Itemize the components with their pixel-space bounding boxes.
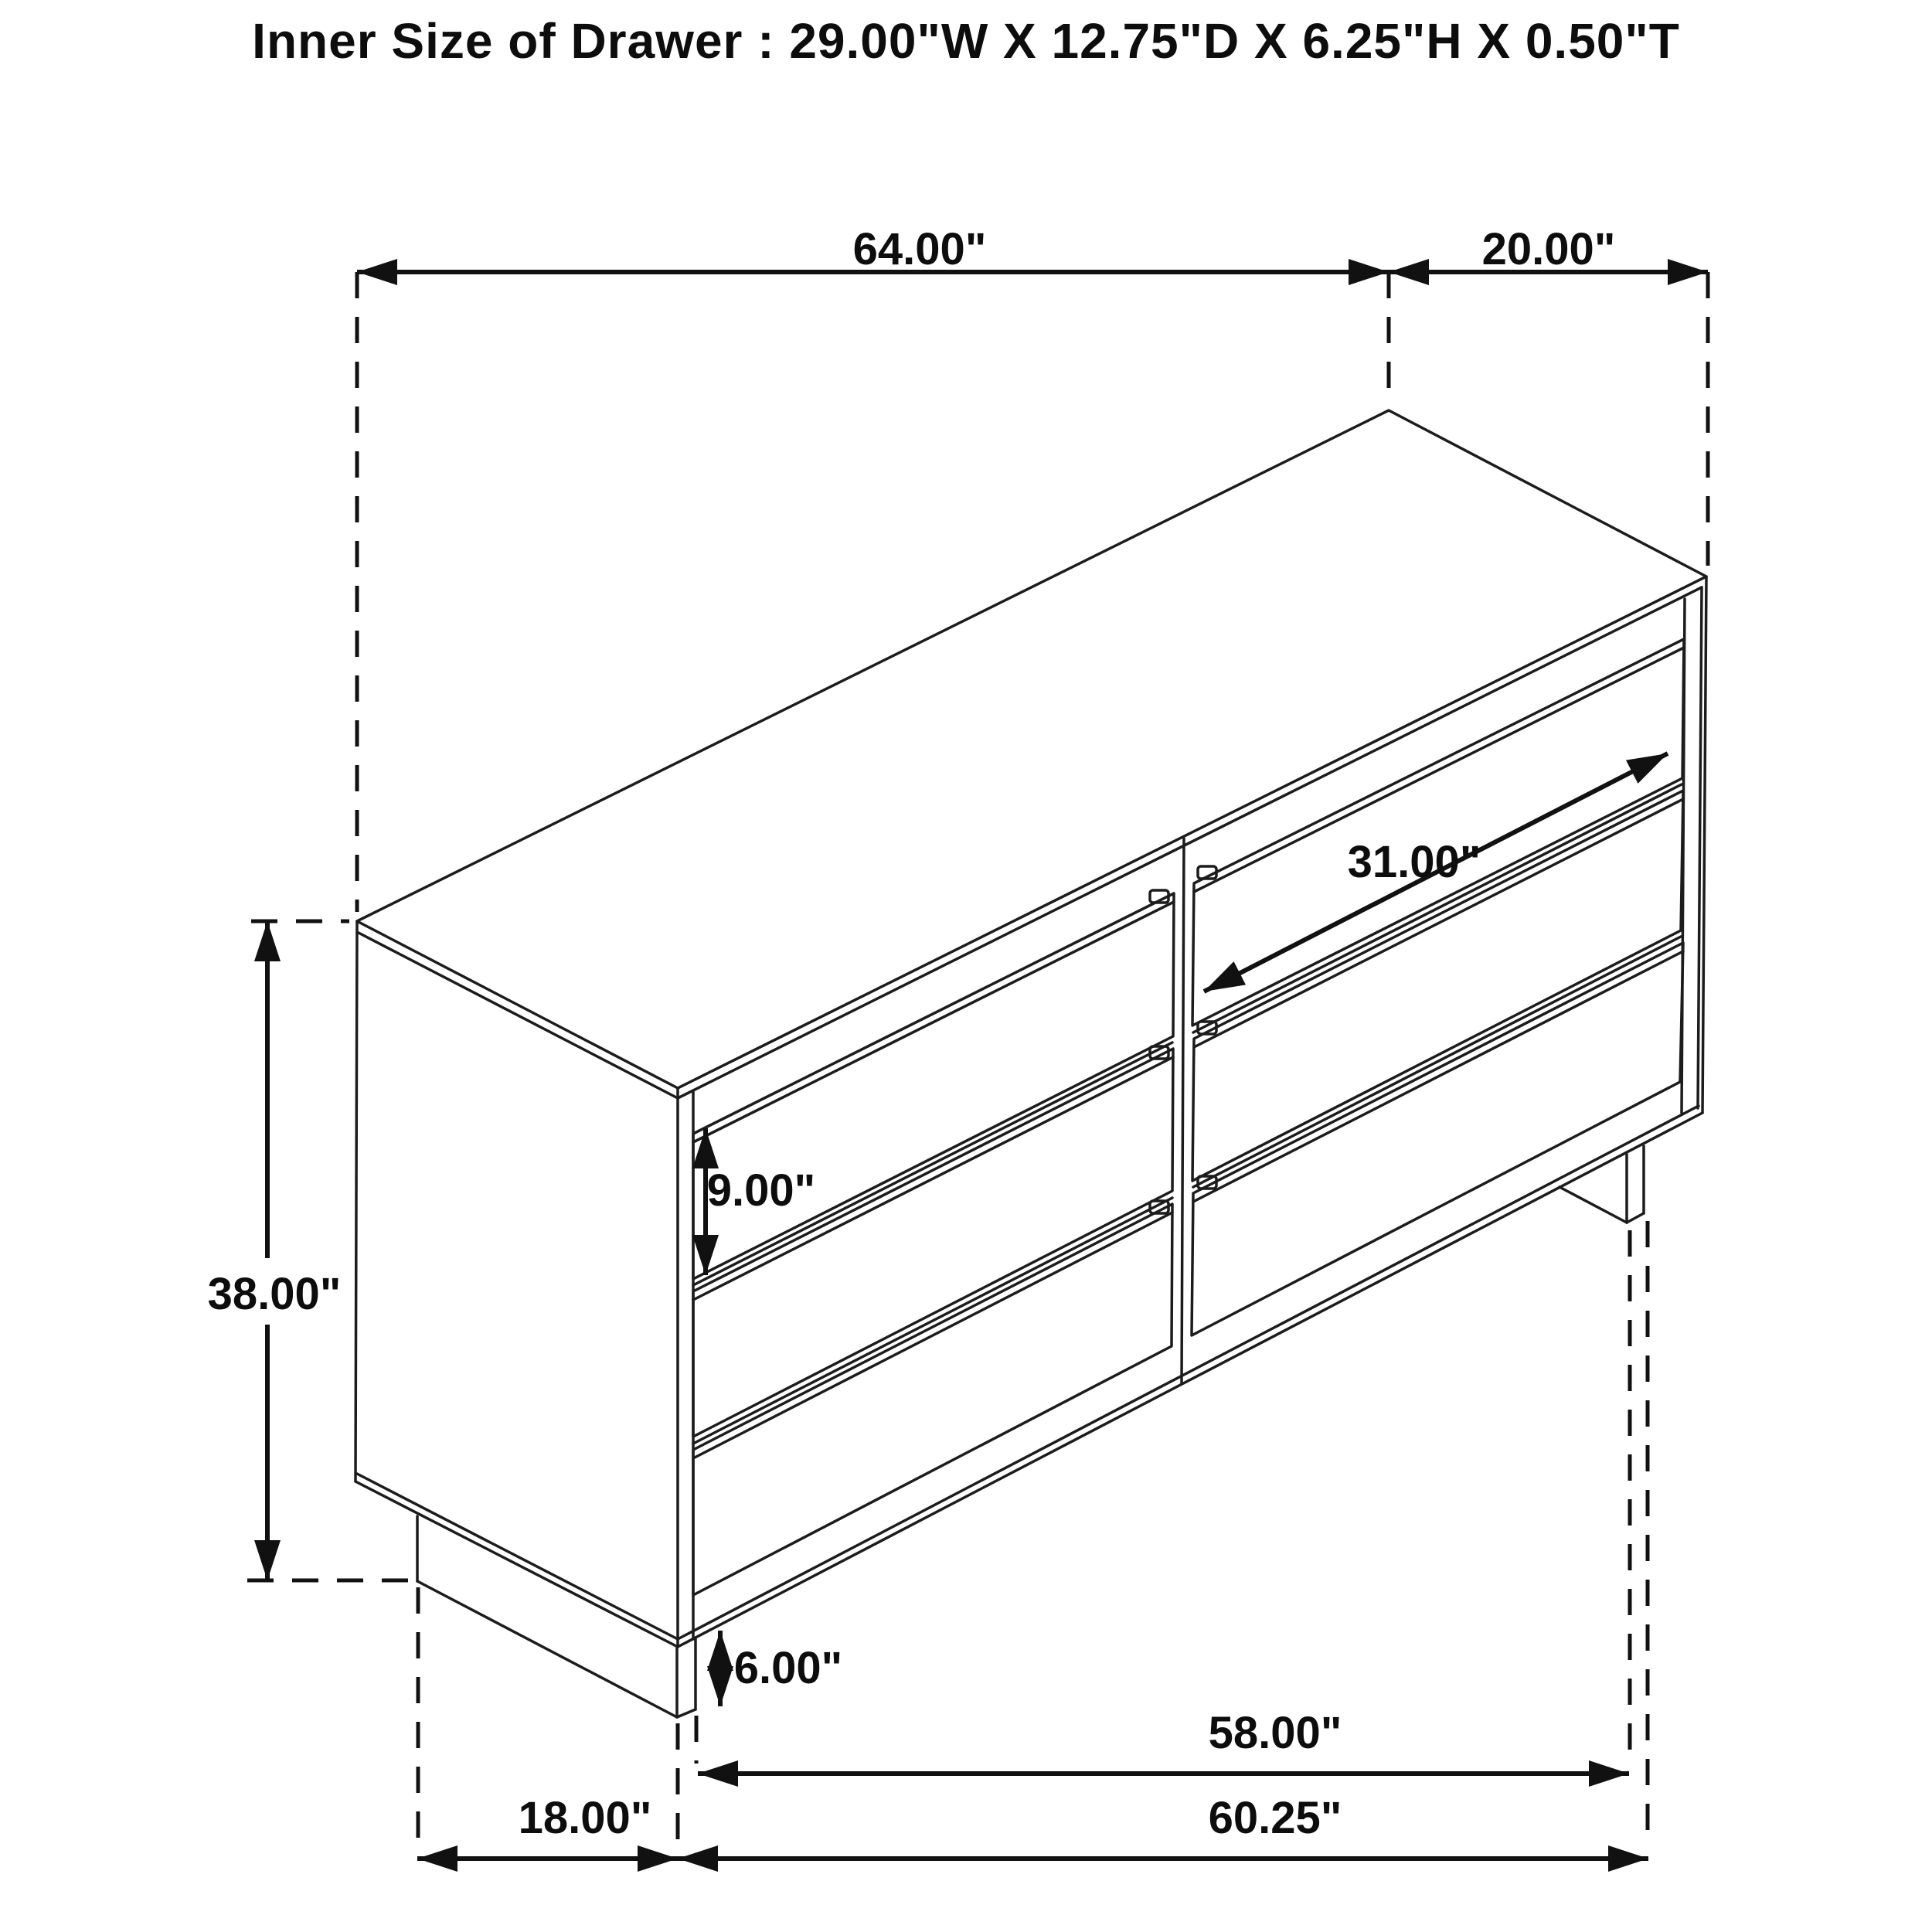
dimension-label: 38.00" — [207, 1269, 342, 1319]
dimension-label: 20.00" — [1481, 224, 1616, 274]
cabinet-edge — [355, 921, 357, 1481]
dimension-label: 9.00" — [706, 1165, 816, 1216]
cabinet-edge — [677, 1709, 696, 1717]
dimension-arrowhead — [1608, 1845, 1648, 1872]
dimension-label: 31.00" — [1347, 837, 1481, 887]
cabinet-edge — [693, 902, 1174, 1142]
cabinet-edge — [357, 932, 678, 1098]
dimension-arrowhead — [417, 1845, 457, 1872]
cabinet-edge — [357, 410, 1706, 1088]
dimension-label: 64.00" — [852, 224, 987, 274]
cabinet-edge — [693, 1198, 1172, 1444]
dimension-label: 58.00" — [1208, 1708, 1342, 1758]
cabinet-edge — [417, 1581, 677, 1717]
cabinet-edge — [355, 1481, 678, 1647]
dimension-arrowhead — [254, 1540, 281, 1580]
cabinet-edge — [1627, 1213, 1644, 1223]
cabinet-edge — [1182, 838, 1184, 1383]
dimension-arrowhead — [1626, 753, 1668, 784]
dimension-arrowhead — [1204, 961, 1246, 992]
dimension-arrowhead — [1349, 259, 1389, 285]
diagram-title: Inner Size of Drawer : 29.00"W X 12.75"D X 6.25"H X 0.50"T — [252, 13, 1680, 69]
dimension-arrowhead — [357, 259, 397, 285]
cabinet-edge — [1698, 587, 1702, 1108]
dimension-arrowhead — [678, 1845, 718, 1872]
cabinet-edge — [1560, 1187, 1627, 1223]
dimension-arrowhead — [1589, 1760, 1629, 1787]
cabinet-edge — [1702, 577, 1706, 1113]
dimension-arrowhead — [1668, 259, 1708, 285]
cabinet-edge — [1193, 784, 1682, 1032]
dimension-label: 6.00" — [733, 1643, 843, 1693]
dimension-arrowhead — [638, 1845, 678, 1872]
dimension-arrowhead — [692, 1128, 719, 1168]
cabinet-edge — [357, 1474, 678, 1639]
dimension-arrowhead — [1389, 259, 1429, 285]
dimension-arrowhead — [707, 1666, 733, 1706]
dimension-arrowhead — [707, 1631, 733, 1671]
dimension-arrowhead — [254, 921, 281, 961]
dimension-label: 18.00" — [518, 1793, 652, 1843]
dimension-arrowhead — [698, 1760, 738, 1787]
cabinet-edge — [1193, 937, 1681, 1187]
dimension-label: 60.25" — [1208, 1793, 1342, 1843]
